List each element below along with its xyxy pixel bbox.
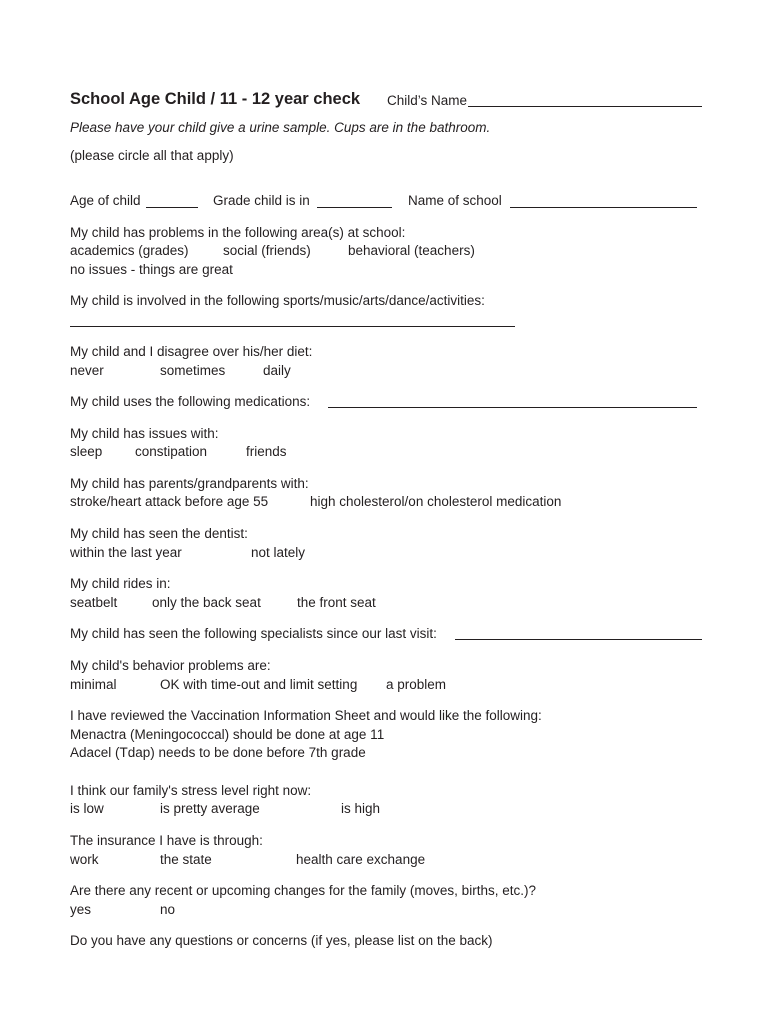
option-sometimes[interactable]: sometimes	[160, 363, 226, 378]
option-the-state[interactable]: the state	[160, 852, 212, 867]
option-behavioral[interactable]: behavioral (teachers)	[348, 243, 475, 258]
car-seat-question-text: My child rides in:	[70, 576, 171, 591]
urine-note-text: Please have your child give a urine sample. Cups are in the bathroom.	[70, 120, 491, 135]
option-social[interactable]: social (friends)	[223, 243, 311, 258]
school-label: Name of school	[408, 193, 502, 208]
option-yes[interactable]: yes	[70, 902, 92, 917]
option-menactra[interactable]: Menactra (Meningococcal) should be done at age 11	[70, 727, 385, 742]
option-sleep[interactable]: sleep	[70, 444, 103, 459]
grade-label: Grade child is in	[213, 193, 310, 208]
option-seatbelt[interactable]: seatbelt	[70, 595, 118, 610]
option-no-issues[interactable]: no issues - things are great	[70, 262, 233, 277]
option-is-low[interactable]: is low	[70, 801, 104, 816]
medications-field[interactable]	[328, 407, 697, 408]
option-stroke-heart-attack[interactable]: stroke/heart attack before age 55	[70, 494, 269, 509]
option-minimal[interactable]: minimal	[70, 677, 117, 692]
option-a-problem[interactable]: a problem	[386, 677, 447, 692]
questions-text: Do you have any questions or concerns (if yes, please list on the back)	[70, 933, 493, 948]
specialists-field[interactable]	[455, 639, 702, 640]
changes-question-text: Are there any recent or upcoming changes for the family (moves, births, etc.)?	[70, 883, 536, 898]
stress-question-text: I think our family's stress level right now:	[70, 783, 312, 798]
dentist-question-text: My child has seen the dentist:	[70, 526, 248, 541]
option-academics[interactable]: academics (grades)	[70, 243, 189, 258]
option-is-pretty-average[interactable]: is pretty average	[160, 801, 260, 816]
option-not-lately[interactable]: not lately	[251, 545, 306, 560]
option-health-care-exchange[interactable]: health care exchange	[296, 852, 426, 867]
option-adacel[interactable]: Adacel (Tdap) needs to be done before 7th grade	[70, 745, 366, 760]
age-field[interactable]	[146, 207, 198, 208]
insurance-question-text: The insurance I have is through:	[70, 833, 263, 848]
option-high-cholesterol[interactable]: high cholesterol/on cholesterol medication	[310, 494, 562, 509]
family-history-question-text: My child has parents/grandparents with:	[70, 476, 309, 491]
form-title: School Age Child / 11 - 12 year check	[70, 90, 361, 108]
option-no[interactable]: no	[160, 902, 176, 917]
option-constipation[interactable]: constipation	[135, 444, 208, 459]
school-problems-question-text: My child has problems in the following area(s) at school:	[70, 225, 406, 240]
option-ok-time-out[interactable]: OK with time-out and limit setting	[160, 677, 358, 692]
option-work[interactable]: work	[70, 852, 99, 867]
diet-question-text: My child and I disagree over his/her diet:	[70, 344, 313, 359]
grade-field[interactable]	[317, 207, 392, 208]
childs-name-field[interactable]	[468, 106, 702, 107]
medications-question-text: My child uses the following medications:	[70, 394, 311, 409]
specialists-question-text: My child has seen the following specialists since our last visit:	[70, 626, 437, 641]
option-within-last-year[interactable]: within the last year	[70, 545, 182, 560]
issues-question-text: My child has issues with:	[70, 426, 219, 441]
behavior-question-text: My child's behavior problems are:	[70, 658, 271, 673]
option-back-seat[interactable]: only the back seat	[152, 595, 261, 610]
vaccination-question-text: I have reviewed the Vaccination Information Sheet and would like the following:	[70, 708, 542, 723]
option-is-high[interactable]: is high	[341, 801, 381, 816]
activities-field[interactable]	[70, 326, 515, 327]
circle-note-text: (please circle all that apply)	[70, 148, 234, 163]
option-front-seat[interactable]: the front seat	[297, 595, 376, 610]
option-never[interactable]: never	[70, 363, 104, 378]
school-field[interactable]	[510, 207, 697, 208]
childs-name-label: Child’s Name	[387, 93, 468, 108]
age-label: Age of child	[70, 193, 141, 208]
option-friends[interactable]: friends	[246, 444, 287, 459]
activities-question-text: My child is involved in the following sports/music/arts/dance/activities:	[70, 293, 485, 308]
option-daily[interactable]: daily	[263, 363, 291, 378]
